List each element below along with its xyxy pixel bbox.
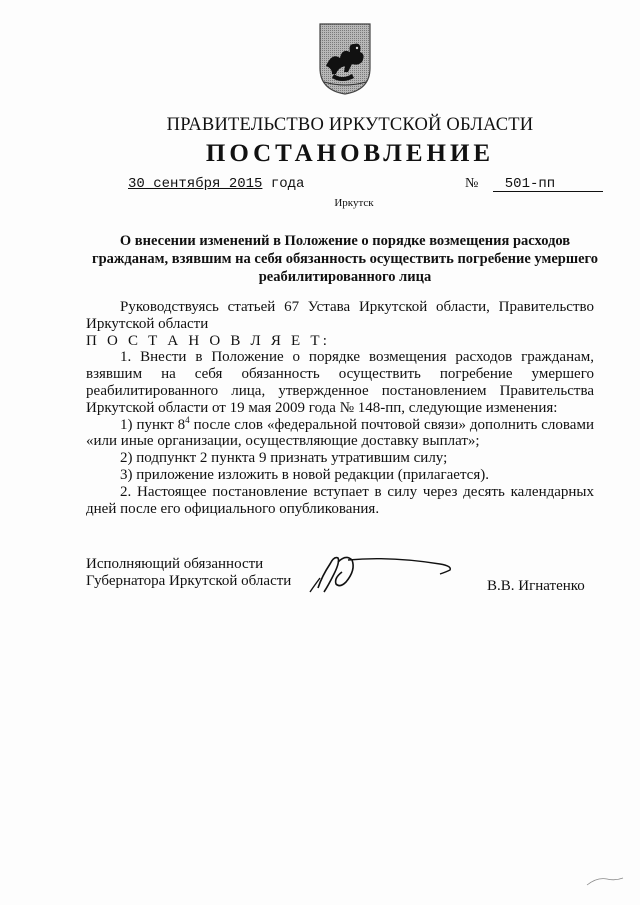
subitem-2: 2) подпункт 2 пункта 9 признать утратившим силу;	[120, 450, 448, 467]
handwritten-signature	[300, 548, 465, 598]
item-1: 1. Внести в Положение о порядке возмещения расходов гражданам, взявшим на себя обязанность осуществить погребение умершего реабилитированного лица, утвержденное постановлением Правительства Иркутской области от 19 мая 2009 года № 148-пп, следующие изменения:	[86, 349, 594, 416]
position-line-1: Исполняющий обязанности	[86, 556, 264, 572]
position-line-2: Губернатора Иркутской области	[86, 573, 292, 589]
document-type: ПОСТАНОВЛЕНИЕ	[205, 140, 495, 167]
subitem-1-start: 1) пункт 8	[120, 416, 186, 433]
number-value: 501-пп	[493, 177, 603, 192]
scan-artifact	[585, 875, 625, 887]
signatory-position	[86, 556, 291, 590]
date-suffix: года	[270, 176, 305, 192]
coat-of-arms-icon	[318, 22, 372, 96]
subitem-1	[86, 414, 594, 451]
intro-paragraph: Руководствуясь статьей 67 Устава Иркутской области, Правительство Иркутской области	[86, 299, 594, 332]
item-2: 2. Настоящее постановление вступает в силу через десять календарных дней после его официального опубликования.	[86, 483, 594, 517]
date-value: 30 сентября 2015	[128, 176, 263, 192]
city: Иркутск	[334, 197, 374, 209]
number-sign: №	[465, 176, 479, 191]
document-heading: О внесении изменений в Положение о порядке возмещения расходов гражданам, взявшим на себя обязанность осуществить погребение умершего реабилитированного лица	[92, 233, 598, 285]
signatory-name: В.В. Игнатенко	[487, 578, 585, 594]
subitem-3: 3) приложение изложить в новой редакции (прилагается).	[120, 466, 489, 483]
subitem-1-rest: после слов «федеральной почтовой связи» дополнить словами «или иные организации, осуществляющие доставку выплат»;	[86, 416, 594, 450]
government-title: ПРАВИТЕЛЬСТВО ИРКУТСКОЙ ОБЛАСТИ	[166, 115, 534, 135]
document-body	[86, 299, 594, 517]
subitem-1-superscript: 4	[185, 414, 190, 425]
document-number	[465, 176, 603, 192]
document-date	[128, 176, 304, 192]
decree-word: П О С Т А Н О В Л Я Е Т:	[86, 332, 331, 349]
